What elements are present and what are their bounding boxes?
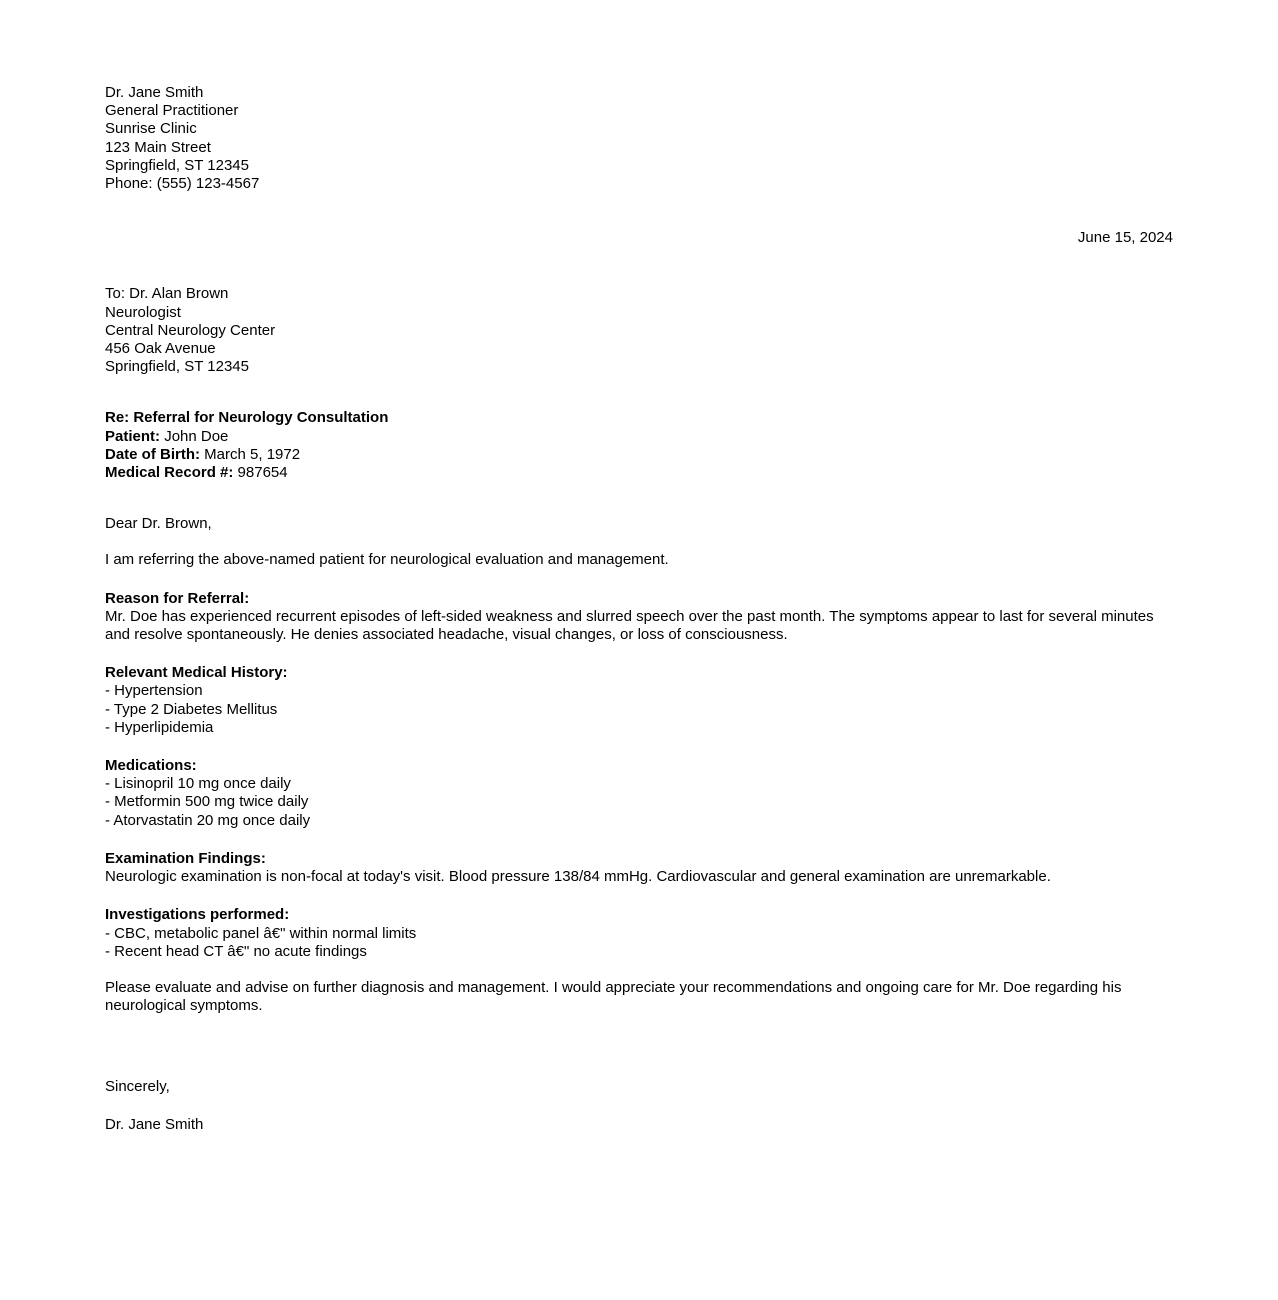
medication-item: - Atorvastatin 20 mg once daily xyxy=(105,811,311,829)
mrn-value xyxy=(233,464,287,481)
investigation-item: - CBC, metabolic panel â€" within normal limits xyxy=(105,924,417,942)
valediction: Sincerely, xyxy=(105,1078,170,1096)
history-title: Relevant Medical History: xyxy=(105,664,288,682)
closing-block xyxy=(105,1078,1173,1133)
dob-line xyxy=(105,446,1173,464)
history-item: - Type 2 Diabetes Mellitus xyxy=(105,700,278,718)
section-examination-findings xyxy=(105,850,1173,886)
subject-line xyxy=(105,409,1173,427)
recipient-name: To: Dr. Alan Brown xyxy=(105,285,229,303)
letter-body xyxy=(105,84,1173,1134)
medication-item: - Metformin 500 mg twice daily xyxy=(105,793,309,811)
mrn-value-text: 987654 xyxy=(237,464,288,482)
intro-paragraph: I am referring the above-named patient for neurological evaluation and management. xyxy=(105,551,669,569)
section-medications xyxy=(105,757,1173,830)
dob-value-text: March 5, 1972 xyxy=(204,445,301,463)
section-reason-for-referral xyxy=(105,590,1173,645)
sender-phone: Phone: (555) 123-4567 xyxy=(105,175,260,193)
recipient-street: 456 Oak Avenue xyxy=(105,340,216,358)
medications-title: Medications: xyxy=(105,757,197,775)
subject-re-label: Re: Referral for Neurology Consultation xyxy=(105,409,389,427)
patient-line xyxy=(105,428,1173,446)
examination-body: Neurologic examination is non-focal at today's visit. Blood pressure 138/84 mmHg. Cardiovascular and general examination are unremarkable. xyxy=(105,868,1051,886)
medication-item: - Lisinopril 10 mg once daily xyxy=(105,775,291,793)
sender-title: General Practitioner xyxy=(105,102,239,120)
recipient-address-block xyxy=(105,285,1173,376)
mrn-label: Medical Record #: xyxy=(105,464,234,482)
reason-body: Mr. Doe has experienced recurrent episodes of left-sided weakness and slurred speech over the past month. The symptoms appear to last for several minutes and resolve spontaneously. He denies associated headache, visual changes, or loss of consciousness. xyxy=(105,607,1154,644)
history-item: - Hypertension xyxy=(105,682,203,700)
sender-organization: Sunrise Clinic xyxy=(105,120,197,138)
patient-name-text: John Doe xyxy=(164,427,229,445)
dob-value xyxy=(200,446,300,463)
examination-title: Examination Findings: xyxy=(105,849,266,867)
mrn-line xyxy=(105,464,1173,482)
signature-name: Dr. Jane Smith xyxy=(105,1115,204,1133)
recipient-city-state-zip: Springfield, ST 12345 xyxy=(105,358,249,376)
patient-label: Patient: xyxy=(105,427,161,445)
salutation: Dear Dr. Brown, xyxy=(105,515,212,533)
investigations-title: Investigations performed: xyxy=(105,906,290,924)
history-item: - Hyperlipidemia xyxy=(105,718,214,736)
subject-meta-block xyxy=(105,409,1173,482)
sender-address-block xyxy=(105,84,1173,193)
sender-city-state-zip: Springfield, ST 12345 xyxy=(105,156,249,174)
recipient-title: Neurologist xyxy=(105,303,181,321)
section-medical-history xyxy=(105,664,1173,737)
investigation-item: - Recent head CT â€" no acute findings xyxy=(105,942,367,960)
request-paragraph: Please evaluate and advise on further diagnosis and management. I would appreciate your recommendations and ongoing care for Mr. Doe regarding his neurological symptoms. xyxy=(105,978,1122,1015)
letter-date: June 15, 2024 xyxy=(1077,229,1173,247)
reason-title: Reason for Referral: xyxy=(105,589,250,607)
dob-label: Date of Birth: xyxy=(105,445,200,463)
sender-street: 123 Main Street xyxy=(105,138,211,156)
patient-value xyxy=(160,428,228,445)
recipient-organization: Central Neurology Center xyxy=(105,321,276,339)
section-investigations xyxy=(105,906,1173,961)
sender-name: Dr. Jane Smith xyxy=(105,84,204,101)
